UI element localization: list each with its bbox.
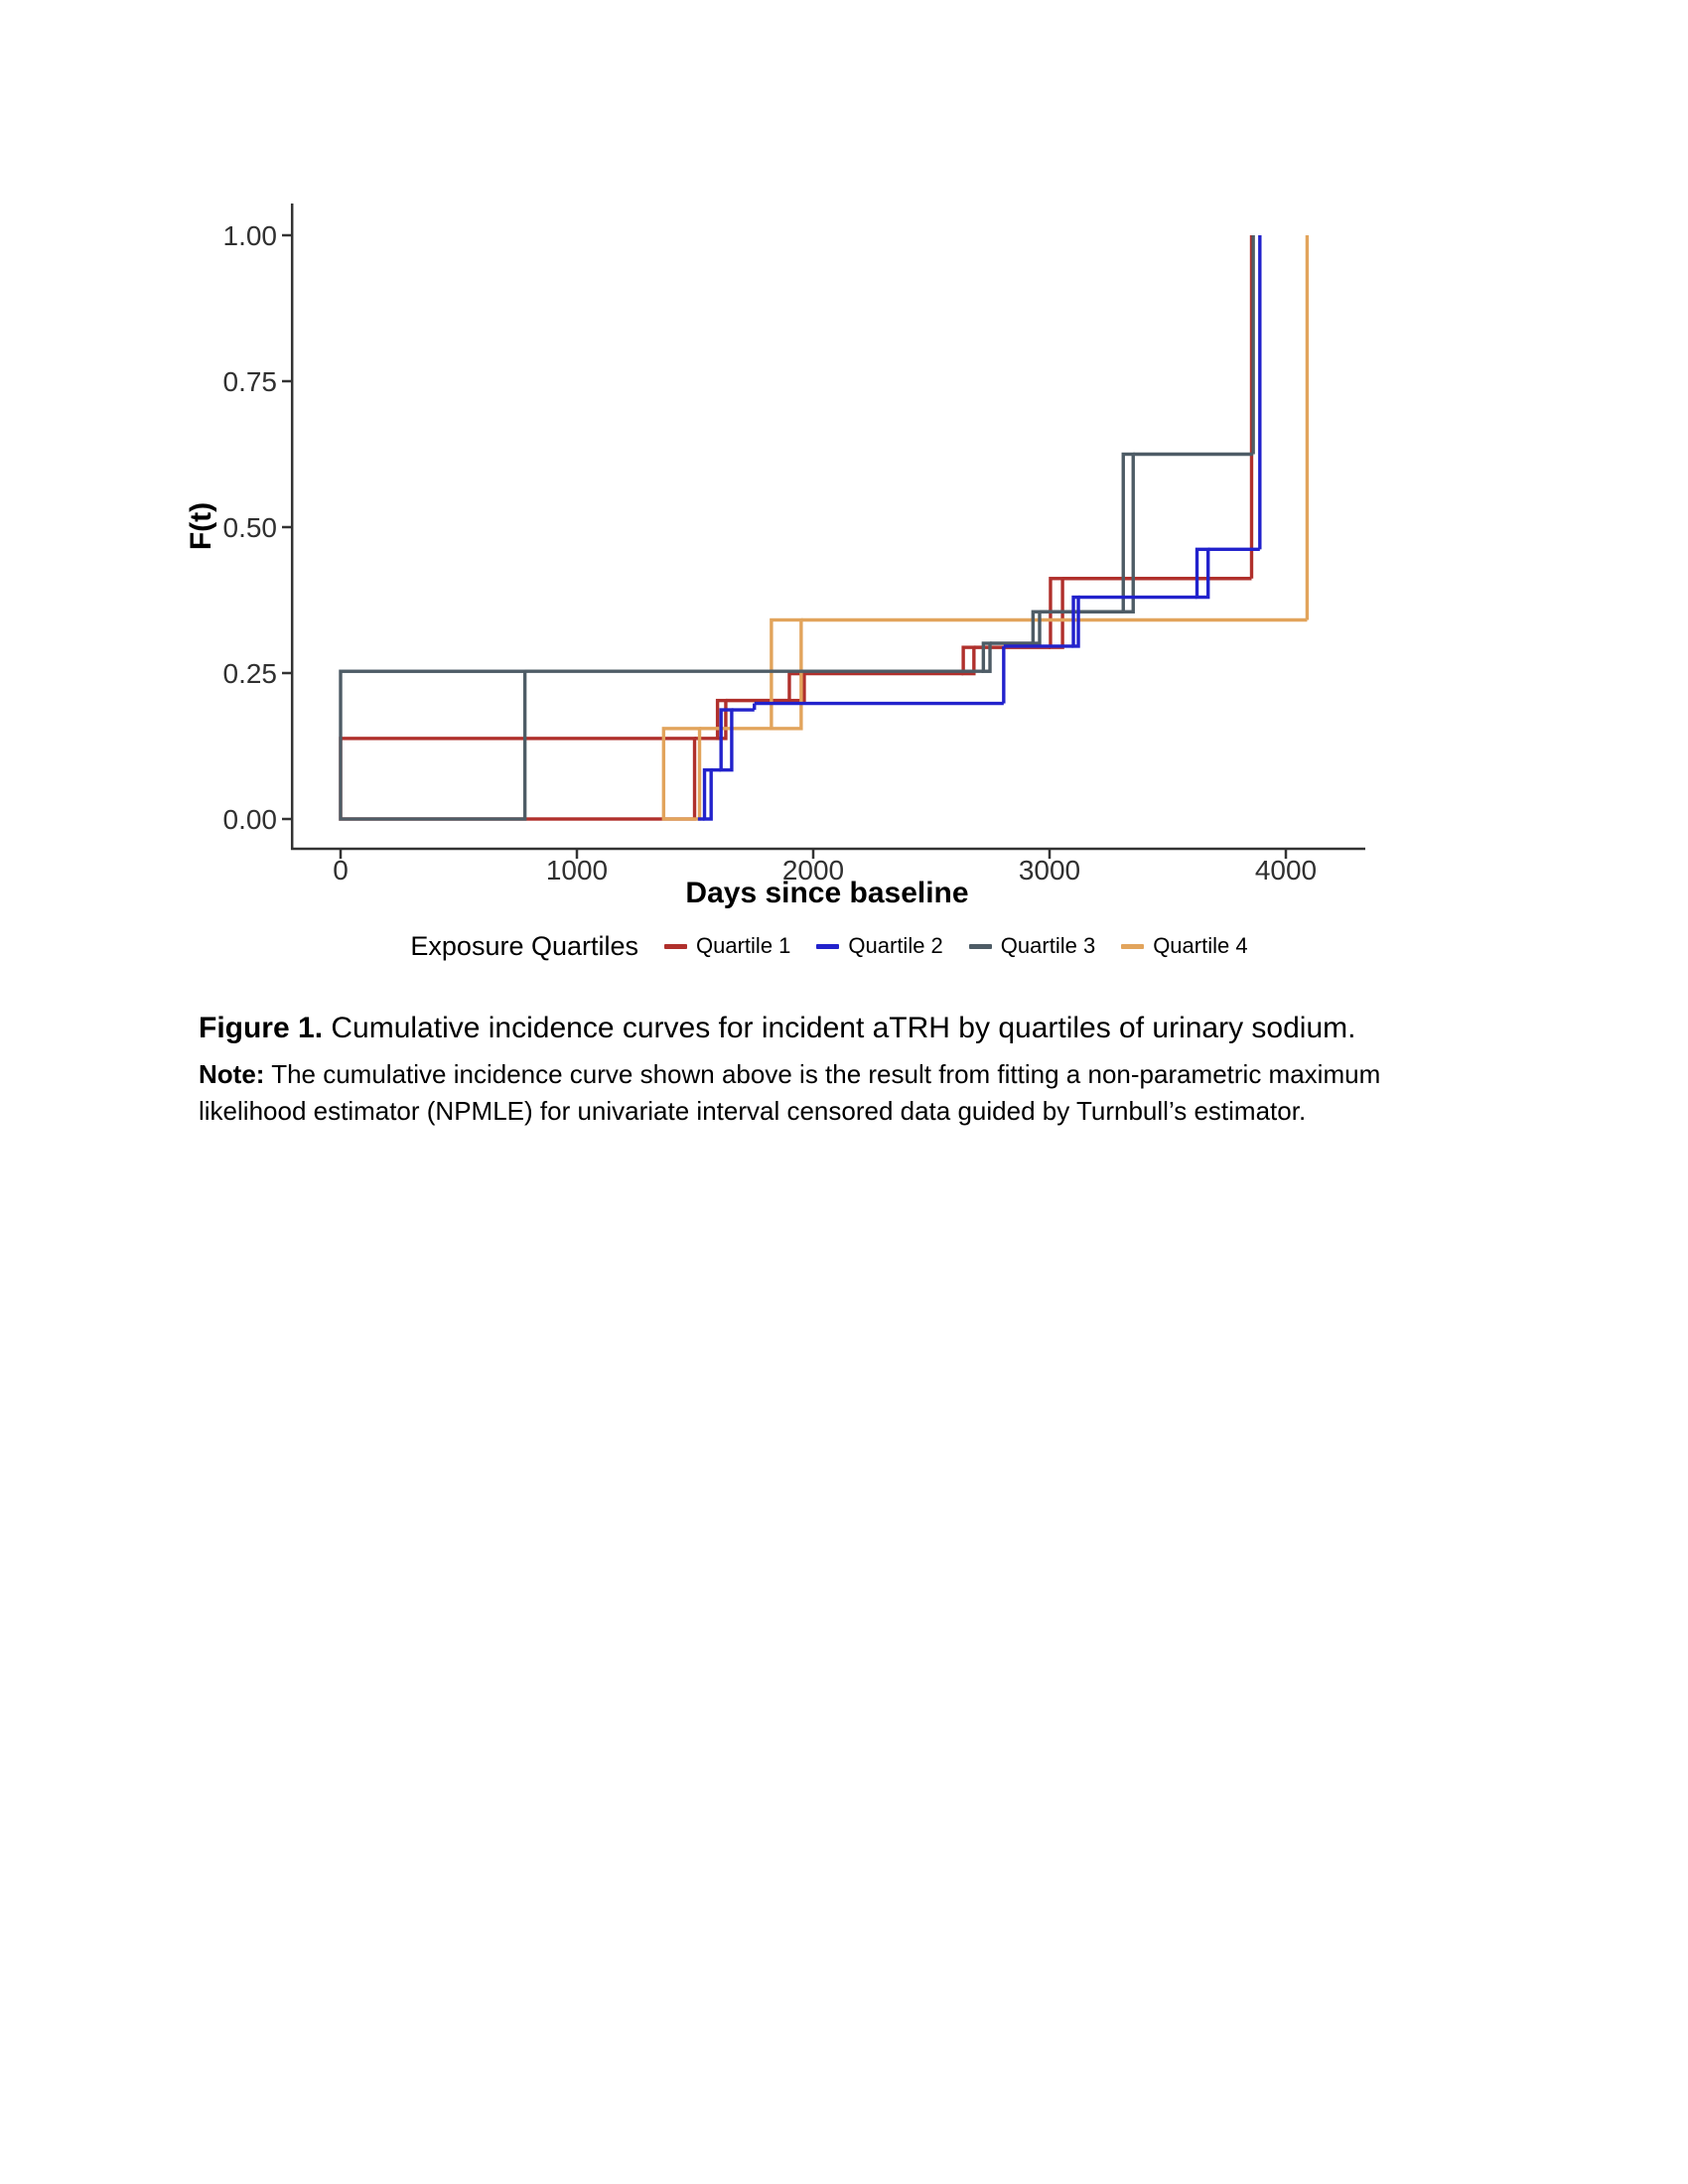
series-quartile-1: [341, 235, 1251, 819]
series-layer: [341, 235, 1307, 819]
cumulative-incidence-plot: [0, 0, 1688, 993]
series-quartile-2: [698, 235, 1260, 819]
legend-key-icon: [1121, 944, 1144, 949]
legend-item-label: Quartile 3: [1000, 933, 1096, 958]
y-tick-label: 0.50: [222, 512, 277, 543]
legend-item-quartile-3: [969, 933, 1095, 959]
legend-title: Exposure Quartiles: [410, 930, 639, 961]
y-tick-label: 0.25: [222, 658, 277, 689]
figure-number-label: Figure 1.: [199, 1012, 324, 1044]
caption-line: [199, 1009, 1464, 1048]
note-line: [199, 1056, 1464, 1130]
legend-item-label: Quartile 1: [696, 933, 791, 958]
figure-caption-text: Cumulative incidence curves for incident aTRH by quartiles of urinary sodium.: [323, 1012, 1356, 1044]
series-quartile-4: [663, 235, 1307, 819]
y-tick-label: 0.00: [222, 804, 277, 835]
turnbull-interval-box: [341, 739, 695, 819]
legend-item-label: Quartile 2: [848, 933, 943, 958]
legend-items: [664, 933, 1248, 959]
x-tick-label: 4000: [1254, 855, 1318, 886]
y-axis-ticks: [223, 220, 293, 835]
legend-key-icon: [816, 944, 839, 949]
y-tick-label: 1.00: [222, 220, 277, 251]
x-tick-label: 2000: [781, 855, 845, 886]
legend-item-label: Quartile 4: [1153, 933, 1248, 958]
turnbull-interval-box: [1123, 455, 1133, 613]
series-quartile-3: [341, 235, 1253, 819]
x-tick-label: 0: [333, 855, 349, 886]
legend-key-icon: [969, 944, 992, 949]
legend-item-quartile-4: [1121, 933, 1247, 959]
turnbull-interval-box: [1197, 549, 1208, 597]
x-tick-label: 1000: [545, 855, 609, 886]
figure-caption: [199, 1009, 1464, 1130]
turnbull-interval-box: [341, 671, 525, 819]
legend-item-quartile-2: [816, 933, 942, 959]
turnbull-interval-box: [1033, 612, 1040, 643]
legend-item-quartile-1: [664, 933, 790, 959]
note-text: The cumulative incidence curve shown above is the result from fitting a non-parametric maximum likelihood estimator (NPMLE) for univariate interval censored data guided by Turnbull’s estimator.: [199, 1059, 1381, 1126]
turnbull-interval-box: [705, 770, 712, 819]
legend: [248, 926, 1410, 966]
axes: [223, 204, 1366, 886]
x-axis-title: Days since baseline: [685, 877, 969, 909]
turnbull-interval-box: [1073, 598, 1078, 646]
y-tick-label: 0.75: [222, 366, 277, 397]
x-tick-label: 3000: [1018, 855, 1081, 886]
y-axis-title: F(t): [185, 501, 217, 551]
note-label: Note:: [199, 1059, 265, 1089]
legend-key-icon: [664, 944, 687, 949]
